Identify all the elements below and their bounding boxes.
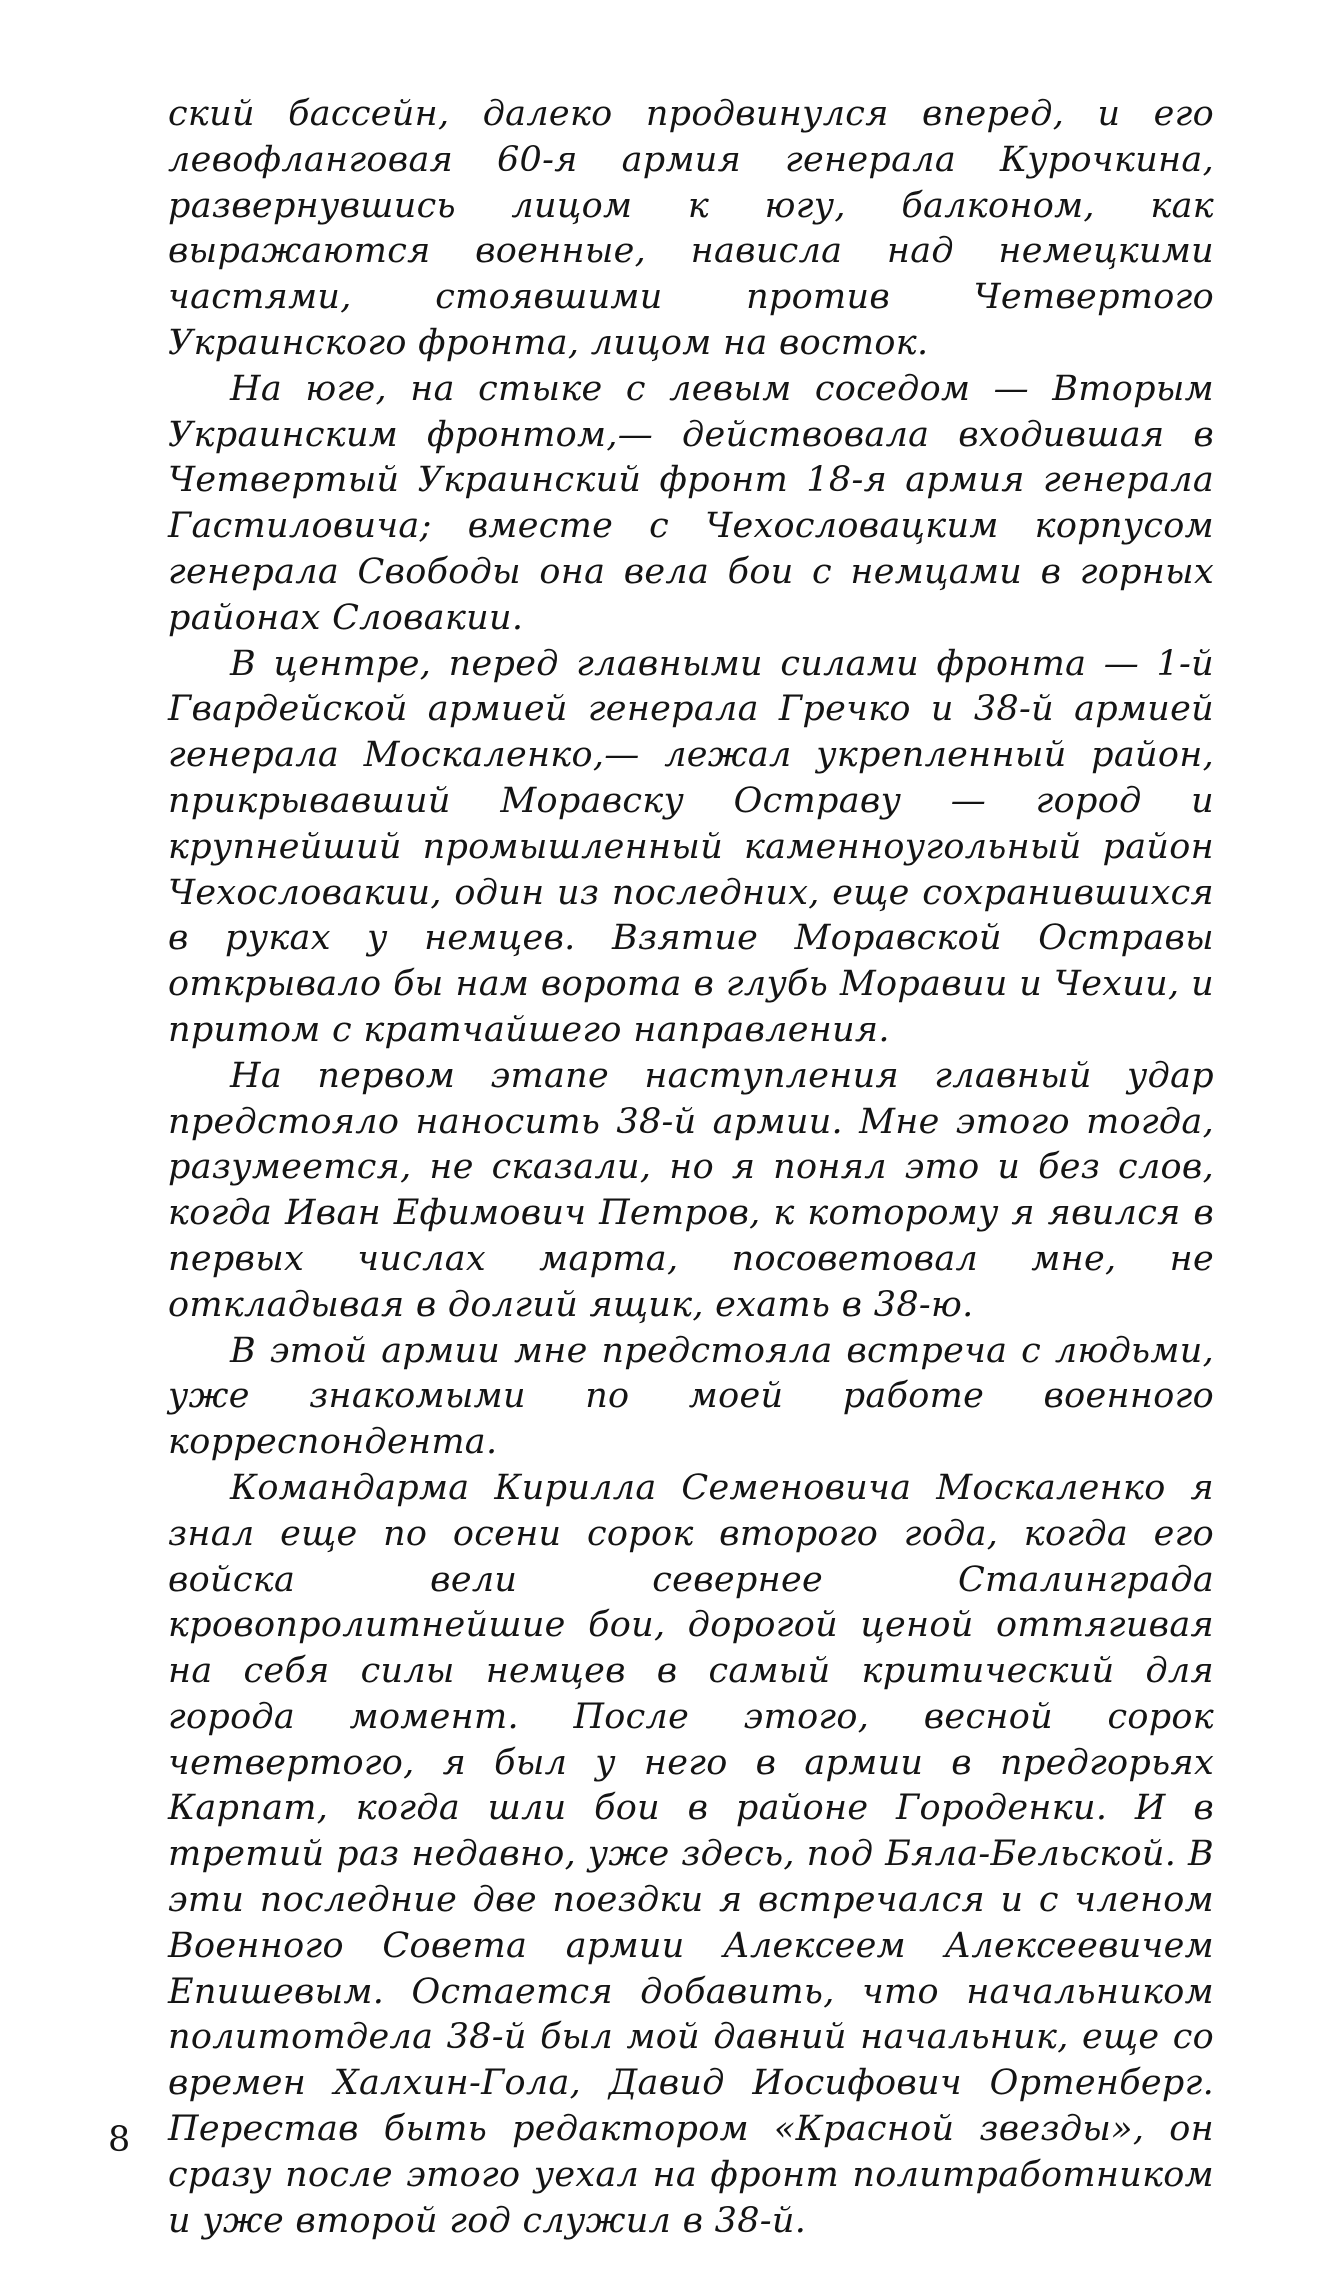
paragraph-3: В центре, перед главными силами фронта — 1-й Гвардейской армией генерала Гречко и 38-й армией генерала Москаленко,— лежал укрепленный район, прикрывавший Моравску Остраву — город и крупнейший промышленный каменноугольный район Чехословакии, один из последних, еще сохранившихся в руках у немцев. Взятие Моравской Остравы открывало бы нам ворота в глубь Моравии и Чехии, и притом с кратчайшего направления. — [168, 643, 1214, 1050]
page-number: 8 — [108, 2120, 131, 2160]
paragraph-1: ский бассейн, далеко продвинулся вперед, и его левофланговая 60-я армия генерала Курочкина, развернувшись лицом к югу, балконом, как выражаются военные, нависла над немецкими частями, стоявшими против Четвертого Украинского фронта, лицом на восток. — [168, 94, 1214, 363]
paragraph-2: На юге, на стыке с левым соседом — Вторым Украинским фронтом,— действовала входившая в Четвертый Украинский фронт 18-я армия генерала Гастиловича; вместе с Чехословацким корпусом генерала Свободы она вела бои с немцами в горных районах Словакии. — [168, 368, 1214, 638]
paragraph-4: На первом этапе наступления главный удар предстояло наносить 38-й армии. Мне этого тогда, разумеется, не сказали, но я понял это и без слов, когда Иван Ефимович Петров, к которому я явился в первых числах марта, посоветовал мне, не откладывая в долгий ящик, ехать в 38-ю. — [168, 1055, 1214, 1325]
paragraph-5: В этой армии мне предстояла встреча с людьми, уже знакомыми по моей работе военного корреспондента. — [168, 1330, 1214, 1463]
paragraph-6: Командарма Кирилла Семеновича Москаленко я знал еще по осени сорок второго года, когда его войска вели севернее Сталинграда кровопролитнейшие бои, дорогой ценой оттягивая на себя силы немцев в самый критический для города момент. После этого, весной сорок четвертого, я был у него в армии в предгорьях Карпат, когда шли бои в районе Городенки. И в третий раз недавно, уже здесь, под Бяла-Бельской. В эти последние две поездки я встречался и с членом Военного Совета армии Алексеем Алексеевичем Епишевым. Остается добавить, что начальником политотдела 38-й был мой давний начальник, еще со времен Халхин-Гола, Давид Иосифович Ортенберг. Перестав быть редактором «Красной звезды», он сразу после этого уехал на фронт политработником и уже второй год служил в 38-й. — [168, 1467, 1214, 2241]
page-body — [168, 92, 1214, 2244]
